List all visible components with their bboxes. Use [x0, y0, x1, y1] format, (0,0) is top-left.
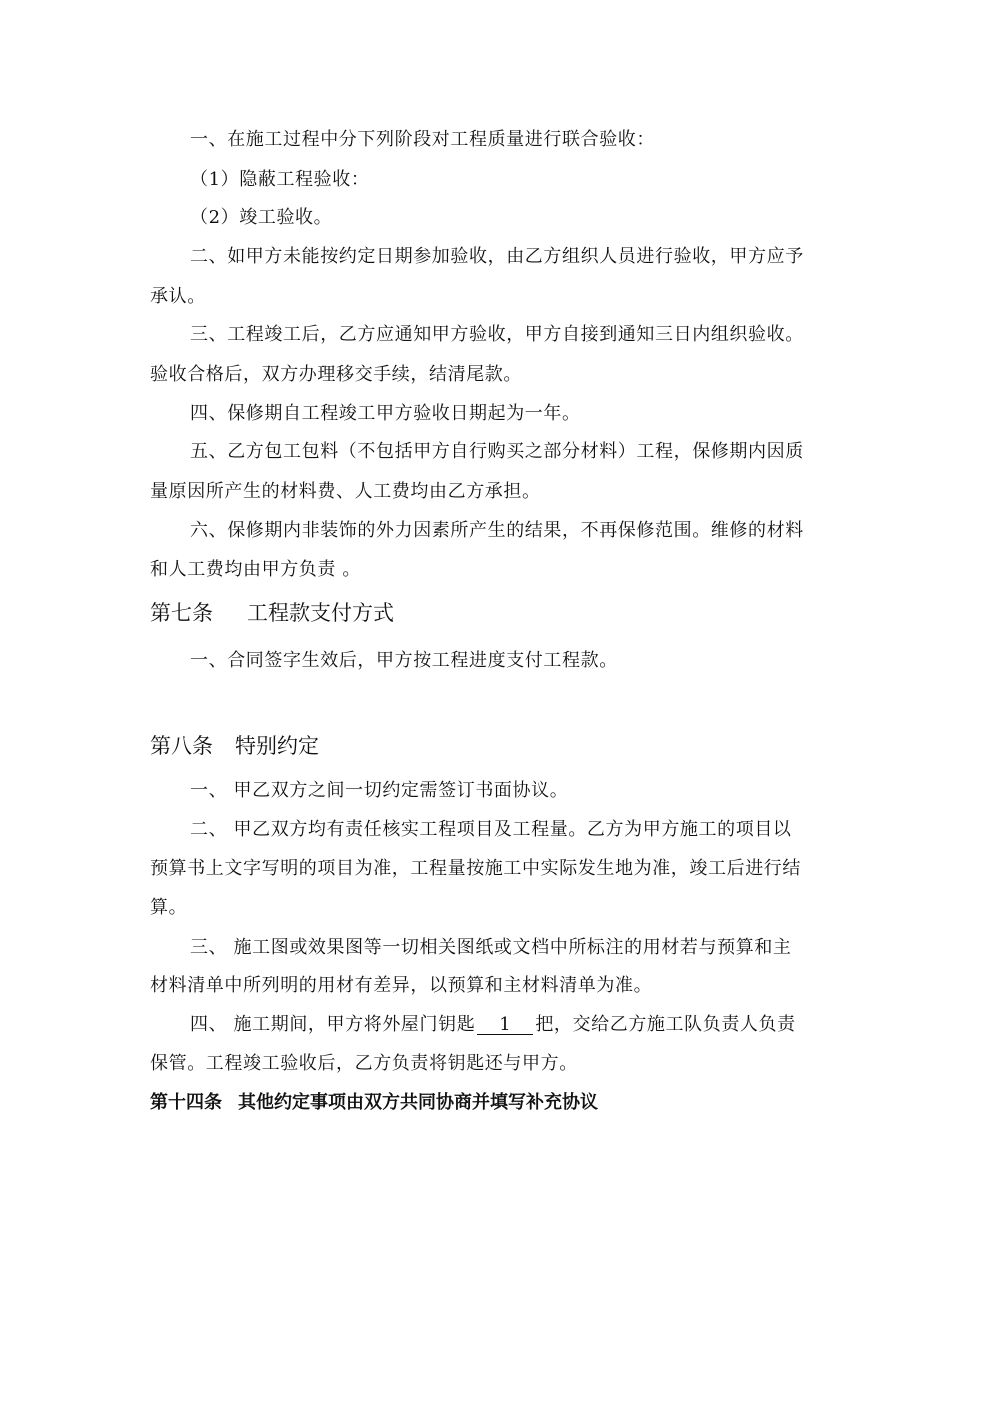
clause-8-4-text-before: 四、 施工期间，甲方将外屋门钥匙: [190, 1014, 476, 1035]
clause-8-1: 一、 甲乙双方之间一切约定需签订书面协议。: [190, 780, 569, 801]
article-14-title: 其他约定事项由双方共同协商并填写补充协议: [238, 1092, 598, 1113]
clause-6-5-line-2: 量原因所产生的材料费、人工费均由乙方承担。: [150, 481, 541, 502]
clause-6-3-line-1: 三、工程竣工后，乙方应通知甲方验收，甲方自接到通知三日内组织验收。: [190, 324, 804, 345]
article-7-heading: [150, 600, 394, 626]
clause-8-2-line-2: 预算书上文字写明的项目为准，工程量按施工中实际发生地为准，竣工后进行结: [150, 858, 801, 879]
clause-7-1: 一、合同签字生效后，甲方按工程进度支付工程款。: [190, 650, 618, 671]
clause-6-3-line-2: 验收合格后，双方办理移交手续，结清尾款。: [150, 364, 522, 385]
clause-8-2-line-1: 二、 甲乙双方均有责任核实工程项目及工程量。乙方为甲方施工的项目以: [190, 819, 792, 840]
article-8-number: 第八条: [150, 734, 213, 758]
clause-6-1: 一、在施工过程中分下列阶段对工程质量进行联合验收：: [190, 129, 655, 150]
key-count-blank: 1: [477, 1016, 533, 1035]
clause-8-4-line-2: 保管。工程竣工验收后，乙方负责将钥匙还与甲方。: [150, 1053, 578, 1074]
clause-6-1-item-2: （2）竣工验收。: [190, 207, 333, 228]
clause-6-6-line-2: 和人工费均由甲方负责 。: [150, 559, 361, 580]
clause-6-2-line-1: 二、如甲方未能按约定日期参加验收，由乙方组织人员进行验收，甲方应予: [190, 246, 804, 267]
clause-6-1-item-1: （1）隐蔽工程验收：: [190, 169, 370, 190]
article-7-number: 第七条: [150, 601, 213, 625]
clause-8-2-line-3: 算。: [150, 897, 188, 918]
clause-6-4: 四、保修期自工程竣工甲方验收日期起为一年。: [190, 403, 581, 424]
article-14-number: 第十四条: [150, 1092, 222, 1113]
clause-8-3-line-1: 三、 施工图或效果图等一切相关图纸或文档中所标注的用材若与预算和主: [190, 937, 792, 958]
article-14-heading: [150, 1092, 598, 1114]
clause-6-6-line-1: 六、保修期内非装饰的外力因素所产生的结果，不再保修范围。维修的材料: [190, 520, 804, 541]
article-8-heading: [150, 733, 319, 759]
article-8-title: 特别约定: [235, 734, 319, 758]
clause-6-2-line-2: 承认。: [150, 286, 206, 307]
clause-8-3-line-2: 材料清单中所列明的用材有差异，以预算和主材料清单为准。: [150, 975, 653, 996]
clause-8-4-line-1: [150, 1014, 796, 1036]
clause-8-4-text-after: 把，交给乙方施工队负责人负责: [535, 1014, 796, 1035]
article-7-title: 工程款支付方式: [247, 601, 394, 625]
clause-6-5-line-1: 五、乙方包工包料（不包括甲方自行购买之部分材料）工程，保修期内因质: [190, 441, 804, 462]
